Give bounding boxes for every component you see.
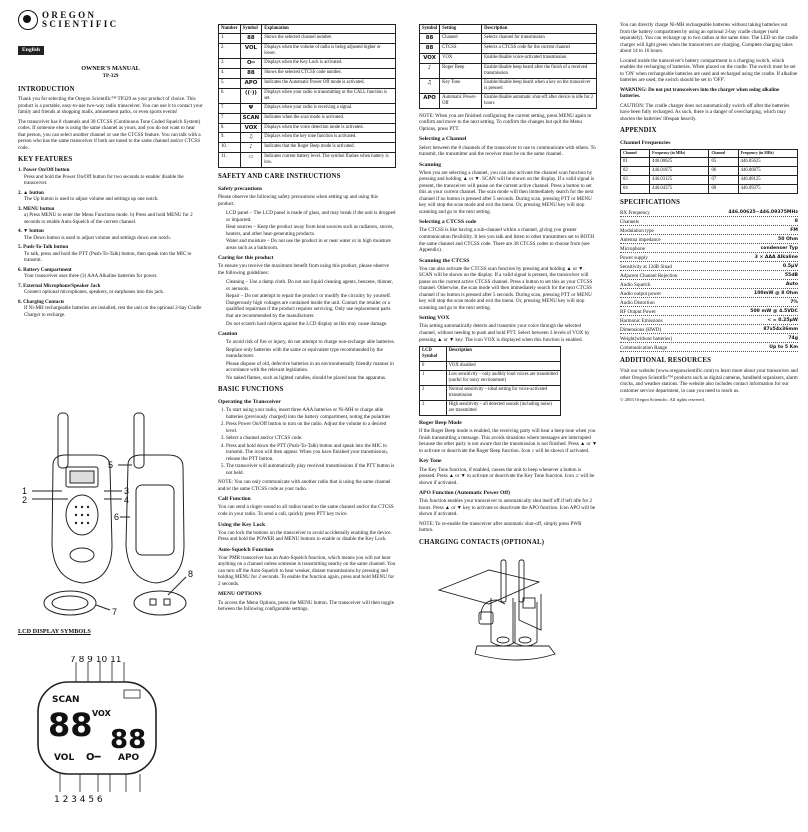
table-row [420, 386, 561, 401]
call-text: You can send a ringer sound to all radios tuned to the same channel and/or the CTCSS code in your radio. To send a call, quickly press PTT key twice. [218, 504, 394, 517]
table-cell: 02 [621, 166, 650, 175]
table-row [420, 371, 561, 386]
lcd-title: LCD DISPLAY SYMBOLS [18, 628, 91, 635]
table-cell: Enable/disable beep heard after the finish of a received transmission [482, 63, 597, 78]
feature-desc: Your transceiver uses three (3) AAA Alkaline batteries for power. [24, 273, 158, 280]
lcd-vox-label: VOX [92, 709, 111, 718]
spec-label: Communication Range [620, 344, 668, 351]
spec-value: 50 Ohm [778, 236, 798, 242]
roger-beep-icon: ♪ [420, 63, 440, 78]
table-cell: 07 [709, 175, 738, 184]
settings-table [419, 24, 597, 109]
select-ctcss-text: The CTCSS is like having a sub-channel within a channel, giving you greater communication flexibility. It lets you talk and listen to other transmitters set to BOTH the same channel and CTCSS code. There are 38 CTCSS codes to choose from (see Appendix). [419, 227, 595, 254]
table-cell: 6. [219, 88, 241, 103]
table-row [420, 43, 597, 53]
figure-label-5: 5 [108, 460, 114, 470]
table-row [219, 58, 396, 68]
table-header-row [420, 25, 597, 34]
table-row [219, 123, 396, 133]
feature-title: 5. Push-To-Talk button [18, 244, 69, 251]
symbol-cell: VOX [420, 53, 440, 63]
table-header: Description [482, 25, 597, 34]
table-header: Symbol [240, 25, 262, 34]
list-item [18, 190, 203, 203]
precautions-list [218, 210, 396, 251]
key-features-list [18, 167, 203, 318]
table-cell: Selects channel for transmission [482, 34, 597, 44]
table-cell: CTCSS [440, 43, 482, 53]
feature-desc: The Down button is used to adjust volume and settings down one notch. [24, 234, 171, 241]
copyright: © 2003 Oregon Scientific. All rights reserved. [620, 397, 705, 403]
spec-value: < = 0.25µW [767, 317, 798, 323]
apo-heading: APO Function (Automatic Power Off) [419, 490, 510, 497]
column-2 [218, 22, 396, 824]
spec-value: 7% [790, 299, 798, 305]
scanning-text: When you are selecting a channel, you can also activate the channel scan function by pressing and holding ▲ or ▼. SCAN will be shown on the display. If a valid signal is present, the transceiver will pause on the current active channel. Press a button to set this as your current channel. The scan mode will then immediately search for the next channel if no button is pressed after 5 seconds. During scan, pressing PTT or MENU key will stop the scan mode and exit the menu. Or, pressing MENU key will stop scanning and go to the next setting. [419, 169, 595, 215]
list-item: • LCD panel – The LCD panel is made of glass, and may break if the unit is dropped or impacted. [226, 210, 396, 223]
table-header: Frequency (in MHz) [738, 150, 797, 158]
spec-value: 55dB [784, 272, 798, 278]
spec-row [620, 246, 798, 254]
table-header: Description [446, 347, 561, 362]
table-cell: 3. [219, 58, 241, 68]
apo-text: This function enables your transceiver to automatically shut itself off if left idle for 2 hours. Press ▲ or ▼ key to activate or deactivate the APO function. Icon APO will be shown if activated. [419, 498, 596, 518]
table-header-row [420, 347, 561, 362]
resources-heading: ADDITIONAL RESOURCES [620, 357, 712, 365]
table-cell: Indicates the Automatic Power Off mode is activated. [262, 78, 396, 88]
intro-heading: INTRODUCTION [18, 85, 75, 93]
spec-row [620, 300, 798, 308]
symbol-cell: APO [240, 78, 262, 88]
select-channel-heading: Selecting a Channel [419, 136, 467, 143]
table-cell: 11. [219, 153, 241, 168]
lcd-display-figure [30, 656, 180, 806]
table-cell: 5. [219, 78, 241, 88]
squelch-heading: Auto-Squelch Function [218, 546, 274, 553]
spec-label: Microphone [620, 245, 645, 252]
feature-desc: a) Press MENU to enter the Menu Functions mode. b) Press and hold MENU for 2 seconds to enable Auto-Squelch of the current channel. [24, 212, 193, 225]
list-item [18, 299, 203, 319]
key-lock-icon: O━ [240, 58, 262, 68]
spec-row [620, 219, 798, 227]
symbol-cell: 88 [420, 34, 440, 44]
scanning-heading: Scanning [419, 161, 442, 168]
table-row [621, 175, 798, 184]
table-header: Channel [621, 150, 650, 158]
keylock-heading: Using the Key Lock [218, 521, 266, 528]
caution-heading: Caution [218, 331, 238, 338]
squelch-text: Your PMR transceiver has an Auto-Squelch function, which means you will not hear anything on a channel unless someone is transmitting nearby on the same channel. You can turn off the Auto-Squelch to hear weaker, distant transmissions by pressing and holding MENU for 2 seconds. To enable the function again, press and hold MENU for 2 seconds. [218, 554, 396, 587]
list-item: 1. To start using your radio, insert three AAA batteries or Ni-MH re charge able batteries (previously charged) into the battery compartment, noting the polarities [226, 407, 396, 420]
table-header: Symbol [420, 25, 440, 34]
safety-heading: SAFETY AND CARE INSTRUCTIONS [218, 173, 341, 181]
list-item: • Repair – Do not attempt to repair the product or modify the circuitry by yourself. Dangerously high voltages are contained inside the unit. Contact the retailer or a qualified repairman if the product requires servicing. Only use replacement parts that are recommended by the manufacturer. [226, 293, 396, 319]
list-item: • To avoid risk of fire or injury, do not attempt to charge non-recharge able batteries. [226, 339, 396, 346]
lcd-vol-label: VOL [54, 753, 75, 763]
table-cell: 446.08125 [738, 175, 797, 184]
key-tone-text: The Key Tone function, if enabled, causes the unit to beep whenever a button is pressed. Press ▲ or ▼ to activate or deactivate the Key Tone function. Icon ♫ will be shown if activated. [419, 466, 595, 486]
table-header: Frequency (in MHz) [650, 150, 709, 158]
scan-ctcss-text: You can also activate the CTCSS scan function by pressing and holding ▲ or ▼. SCAN will be shown on the display. If a valid signal is present, the transceiver will pause on the current active CTCSS channel. Press a button to set this as your CTCSS channel. Otherwise, the scan mode will then immediately search for the next CTCSS channel if no button is pressed after 5 seconds. During scan, pressing PTT or MENU key will stop the scan mode and exit the menu. Or, pressing MENU key will stop scanning and go to the next setting. [419, 265, 593, 311]
spec-label: Weight(without batteries) [620, 335, 673, 342]
table-cell: Channel [440, 34, 482, 44]
feature-title: 8. Charging Contacts [18, 298, 65, 305]
list-item [18, 228, 203, 241]
feature-title: 2. ▲ button [18, 189, 44, 196]
menu-options-heading: MENU OPTIONS [218, 591, 262, 598]
transmit-icon: ((·)) [240, 88, 262, 103]
list-item: 5. The transceiver will automatically play received transmissions if the PTT button is not held. [226, 463, 396, 476]
table-cell: 7. [219, 113, 241, 123]
table-cell: Enable/disable beep heard when a key on the transceiver is pressed [482, 78, 597, 93]
spec-label: Channels [620, 218, 639, 225]
symbol-cell: VOL [240, 43, 262, 58]
list-item: • No naked flames, such as lighted candles, should be placed near the apparatus. [226, 375, 396, 382]
table-cell: 1 [420, 371, 447, 386]
table-cell: 1. [219, 34, 241, 44]
figure-label-8: 8 [188, 569, 194, 579]
list-item [18, 167, 203, 187]
table-row [621, 157, 798, 166]
table-cell: 7. [219, 103, 241, 113]
key-features-heading: KEY FEATURES [18, 156, 73, 164]
lcd-channel-digits: 88 [48, 706, 93, 744]
table-cell: High sensitivity – all detected sounds (including noise) are transmitted [446, 401, 561, 416]
keylock-text: You can lock the buttons on the transceiver to avoid accidentally enabling the device. Press and hold the POWER and MENU buttons to enable or disable the Key Lock. [218, 529, 392, 543]
language-tab: English [18, 46, 44, 55]
basic-note: NOTE: You can only communicate with another radio that is using the same channel and/or the same CTCSS code as your radio. [218, 479, 391, 492]
figure-label-6: 6 [114, 512, 120, 522]
table-cell: Shows the selected channel number. [262, 34, 396, 44]
table-cell: Roger Beep [440, 63, 482, 78]
specifications-heading: SPECIFICATIONS [620, 198, 681, 206]
table-row [621, 166, 798, 175]
precautions-heading: Safety precautions [218, 185, 263, 192]
key-tone-heading: Key Tone [419, 458, 442, 465]
intro-paragraph-1: Thank you for selecting the Oregon Scientific™ TP329 as your product of choice. This product is a portable, easy-to-use two-way radio transceiver. You can use it to contact your family and friends at shopping malls, amusement parks, or even sports events! [18, 96, 203, 116]
spec-label: Adjacent Channel Rejection [620, 272, 678, 279]
owners-manual-title: OWNER'S MANUAL [81, 65, 140, 73]
spec-label: RX Frequency [620, 209, 650, 216]
vox-heading: Setting VOX [419, 315, 450, 322]
spec-row [620, 291, 798, 299]
spec-label: Audio Squelch [620, 281, 651, 288]
spec-label: Harmonic Emissions [620, 317, 663, 324]
spec-row [620, 273, 798, 281]
symbol-cell: APO [420, 93, 440, 108]
table-row [420, 78, 597, 93]
list-item [18, 283, 203, 296]
charging-paragraph-1: You can directly charge Ni-MH rechargeable batteries without taking batteries out from the battery compartment by using an optional 2-bay cradle charger (sold separately). You can recharge up to two radios at the same time. The LED on the cradle charger will light green when the transceivers are charging. Complete charging takes about 14 to 16 hours. [620, 22, 798, 55]
lcd-ctcss-digits: 88 [110, 725, 147, 755]
figure-label-3: 3 [124, 486, 130, 496]
table-cell: Indicates current battery level. The symbol flashes when battery is low. [262, 153, 396, 168]
table-cell: Displays when your radio is receiving a signal. [262, 103, 396, 113]
table-cell: 446.03125 [650, 175, 709, 184]
feature-title: 7. External Microphone/Speaker Jack [18, 282, 101, 289]
spec-row [620, 282, 798, 290]
list-item [18, 244, 203, 264]
feature-desc: To talk, press and hold the PTT (Push-To-Talk) button, then speak into the MIC to transmit. [24, 250, 192, 264]
table-cell: Enable/disable automatic shut-off after device is idle for 2 hours [482, 93, 597, 108]
table-cell: Displays when your radio is transmitting or the CALL function is set. [262, 88, 396, 103]
symbol-cell: 88 [240, 68, 262, 78]
appendix-heading: APPENDIX [620, 127, 657, 135]
spec-value: Auto [785, 281, 798, 287]
figure-label-2: 2 [22, 495, 28, 505]
list-item [18, 267, 203, 280]
table-cell: 06 [709, 166, 738, 175]
spec-label: Audio Distortion [620, 299, 655, 306]
table-cell: VOX [440, 53, 482, 63]
table-row [420, 63, 597, 78]
table-cell: 446.09375 [738, 184, 797, 193]
table-cell: 446.00625 [650, 157, 709, 166]
table-cell: 2 [420, 386, 447, 401]
spec-label: Sensitivity at 12dB Sinad [620, 263, 672, 270]
list-item: • Please dispose of old, defective batteries in an environmentally friendly manner in accordance with the relevant legislation. [226, 361, 396, 374]
spec-value: 446.00625~446.09375MHz [728, 209, 798, 215]
table-cell: 0 [420, 362, 447, 371]
table-cell: 03 [621, 175, 650, 184]
frequency-table [620, 149, 798, 194]
table-header-row [621, 150, 798, 158]
frequencies-heading: Channel Frequencies [620, 139, 671, 146]
table-cell: Shows the selected CTCSS code number. [262, 68, 396, 78]
battery-icon: ▭ [240, 153, 262, 168]
table-cell: 446.04375 [650, 184, 709, 193]
brand-line-1: OREGON [42, 10, 97, 20]
lcd-symbol-table [218, 24, 396, 168]
caring-heading: Caring for this product [218, 255, 274, 262]
table-cell: VOX disabled [446, 362, 561, 371]
model-number: TP-329 [102, 73, 119, 80]
caring-list [218, 279, 396, 327]
spec-value: FM [790, 227, 798, 233]
spec-row [620, 309, 798, 317]
feature-desc: Press and hold the Power On/Off button for two seconds to enable/ disable the transceiver. [24, 173, 184, 187]
list-item: 2. Press Power On/Off button to turn on the radio. Adjust the volume to a desired level. [226, 421, 396, 434]
spec-row [620, 237, 798, 245]
spec-row [620, 345, 798, 353]
table-cell: Low sensitivity – only audibly loud voices are transmitted (useful for noisy environment) [446, 371, 561, 386]
charging-cradle-illustration [419, 550, 597, 670]
radio-illustration [18, 405, 203, 620]
vox-table [419, 346, 561, 416]
table-cell: 9. [219, 133, 241, 143]
lcd-key-lock-icon: O━ [86, 752, 101, 763]
table-cell: 05 [709, 157, 738, 166]
table-cell: Displays when the key tone function is activated. [262, 133, 396, 143]
call-heading: Call Function [218, 496, 251, 503]
spec-label: RF Output Power [620, 308, 656, 315]
intro-paragraph-2: The transceiver has 8 channels and 38 CTCSS (Continuous Tone Coded Squelch System) codes. If someone else is using the same channel as yours, and you do not want to hear that person, you can select another channel or use the CTCSS feature. You can talk with a person who has the same transceiver if both are tuned to the same channel and/or CTCSS code. [18, 118, 201, 151]
table-cell: Indicates that the Roger Beep mode is activated. [262, 143, 396, 153]
select-channel-text: Select between the 8 channels of the transceiver to use to communicate with others. To transmit, the transmitter and the receiver must be on the same channel. [419, 144, 596, 158]
spec-row [620, 264, 798, 272]
table-cell: Displays when the voice detection mode is activated. [262, 123, 396, 133]
charging-warning: WARNING: Do not put transceivers into the charger when using alkaline batteries. [620, 86, 780, 100]
menu-note: NOTE: When you are finished configuring the current setting, press MENU again to confirm and move to the next setting. To confirm the changes but quit the Menu Options, press PTT. [419, 112, 592, 132]
table-header-row [219, 25, 396, 34]
brand-logo [18, 10, 203, 30]
spec-label: Audio output power [620, 290, 662, 297]
table-cell: Selects a CTCSS code for the current channel [482, 43, 597, 53]
table-cell: 10. [219, 143, 241, 153]
list-item: • Heat sources – Keep the product away from heat sources such as radiators, stoves, heaters, and other heat-generating products. [226, 224, 396, 237]
symbol-cell: 88 [420, 43, 440, 53]
table-row [219, 133, 396, 143]
roger-beep-text: If the Roger Beep mode is enabled, the receiving party will hear a beep tone when you finish transmitting a message. This avoids situations where messages are interrupted because the other party is not aware that the transmission is not finished. Press ▲ or ▼ to activate or deactivate the Roger Beep function. Icon ♪ will be shown if activated. [419, 428, 597, 454]
spec-label: Antenna impedance [620, 236, 661, 243]
feature-desc: Connect optional microphones, speakers, or earphones into this jack. [24, 289, 165, 296]
table-row [219, 103, 396, 113]
table-cell: 4. [219, 68, 241, 78]
table-row [420, 34, 597, 44]
list-item [18, 206, 203, 226]
spec-value: 87x54x36mm [763, 326, 798, 332]
figure-label-4: 4 [124, 495, 130, 505]
table-row [420, 362, 561, 371]
table-row [219, 153, 396, 168]
list-item: • Do not scratch hard objects against the LCD display as this may cause damage. [226, 321, 396, 328]
spec-value: 500 mW @ 4.5VDC [750, 308, 798, 314]
spec-value: condenser Typ [760, 245, 798, 251]
roger-beep-icon: ♪ [240, 143, 262, 153]
menu-options-text: To access the Menu Options, press the MENU button. The transceiver will then toggle between the following configurable settings. [218, 599, 394, 613]
feature-title: 6. Battery Compartment [18, 266, 72, 273]
spec-value: 3 × AAA Alkaline [754, 254, 798, 260]
caution-list [218, 339, 396, 381]
charging-paragraph-2: Located inside the transceiver's battery compartment is a charging switch, which enables the recharging of batteries. When placed on the cradle. The switch must be set to 'ON' when rechargeable batteries are used and recharged using the cradle. If alkaline batteries are used, the switch should be set to 'OFF'. [620, 57, 798, 84]
table-cell: 8. [219, 123, 241, 133]
table-cell: Indicates when the scan mode is activated. [262, 113, 396, 123]
symbol-cell: SCAN [240, 113, 262, 123]
roger-beep-heading: Roger Beep Mode [419, 420, 462, 427]
basic-functions-heading: BASIC FUNCTIONS [218, 386, 284, 394]
table-row [219, 88, 396, 103]
charging-heading: CHARGING CONTACTS (OPTIONAL) [419, 538, 545, 546]
spec-value: 100mW @ 8 Ohm [754, 290, 798, 296]
table-cell: Enable/disable voice-activated transmission [482, 53, 597, 63]
precautions-intro: Please observe the following safety precautions when setting up and using this product. [218, 194, 378, 207]
key-tone-icon: ♫ [240, 133, 262, 143]
key-tone-icon: ♫ [420, 78, 440, 93]
spec-label: Power supply [620, 254, 648, 261]
table-cell: Normal sensitivity – ideal setting for voice-activated transmission [446, 386, 561, 401]
feature-title: 1. Power On/Off button [18, 167, 70, 174]
list-item: 3. Select a channel and/or CTCSS code. [226, 435, 396, 442]
table-header: Explanation [262, 25, 396, 34]
table-cell: Displays when the Key Lock is activated. [262, 58, 396, 68]
table-row [219, 43, 396, 58]
lcd-apo-label: APO [118, 753, 140, 763]
feature-title: 4. ▼ button [18, 228, 44, 235]
table-cell: 01 [621, 157, 650, 166]
spec-row [620, 228, 798, 236]
list-item: • Replace only batteries with the same or equivalent type recommended by the manufacturer. [226, 347, 396, 360]
table-cell: 2. [219, 43, 241, 58]
list-item: • Cleaning – Use a damp cloth. Do not use liquid cleaning agents, benzene, thinner, or aerosols. [226, 279, 396, 292]
spec-row [620, 336, 798, 344]
feature-desc: If Ni-MH rechargeable batteries are installed, rest the unit on the optional 2-bay Cradle Charger to recharge. [24, 305, 202, 318]
globe-logo-icon [18, 10, 38, 30]
spec-label: Modulation type [620, 227, 654, 234]
spec-row [620, 327, 798, 335]
table-cell: Automatic Power-Off [440, 93, 482, 108]
table-header: Setting [440, 25, 482, 34]
select-ctcss-heading: Selecting a CTCSS code [419, 219, 477, 226]
table-row [420, 93, 597, 108]
column-3 [419, 22, 597, 824]
symbol-cell: VOX [240, 123, 262, 133]
operating-steps [218, 407, 396, 476]
table-cell: 446.06875 [738, 166, 797, 175]
lcd-top-numbers: 7 8 9 10 11 [70, 656, 122, 665]
list-item: 4. Press and hold down the PTT (Push-To-Talk) button and speak into the MIC to transmit. The icon will then appear. When you have finished your transmission, release the PTT button. [226, 443, 396, 463]
charging-caution: CAUTION: The cradle charger does not automatically switch off after the batteries have been fully recharged. As such, there is a danger of overcharging, which may shorten the batteries' lifespan heavily. [620, 102, 790, 122]
table-row [219, 113, 396, 123]
feature-title: 3. MENU button [18, 205, 55, 212]
lcd-bottom-numbers: 1 2 3 4 5 6 [54, 795, 103, 805]
table-header: LCD Symbol [420, 347, 447, 362]
spec-row [620, 210, 798, 218]
table-cell: Key Tone [440, 78, 482, 93]
lcd-scan-label: SCAN [52, 695, 80, 705]
table-row [420, 53, 597, 63]
scan-ctcss-heading: Scanning the CTCSS [419, 257, 470, 264]
spec-value: 0.5µV [782, 263, 798, 269]
column-4 [620, 22, 798, 824]
table-cell: 3 [420, 401, 447, 416]
table-header: Channel [709, 150, 738, 158]
spec-value: Up to 5 Km [769, 344, 798, 350]
receive-icon: Ψ [240, 103, 262, 113]
figure-label-1: 1 [22, 486, 28, 496]
table-row [219, 34, 396, 44]
spec-label: Dimensions (HWD) [620, 326, 662, 333]
list-item: • Water and moisture – Do not use the product in or near water or in high moisture areas such as a bathroom. [226, 238, 396, 251]
table-row [219, 68, 396, 78]
table-cell: 04 [621, 184, 650, 193]
spec-value: 8 [794, 218, 798, 224]
table-cell: 446.05625 [738, 157, 797, 166]
specifications-list [620, 210, 798, 353]
table-row [219, 78, 396, 88]
figure-label-7: 7 [112, 607, 118, 617]
table-cell: 08 [709, 184, 738, 193]
operating-heading: Operating the Transceiver [218, 398, 281, 405]
table-header: Number [219, 25, 241, 34]
spec-row [620, 318, 798, 326]
apo-note: NOTE: To re-enable the transceiver after automatic shut-off, simply press PWR button. [419, 520, 582, 534]
brand-line-2: SCIENTIFIC [42, 19, 119, 29]
spec-row [620, 255, 798, 263]
feature-desc: The Up button is used to adjust volume and settings up one notch. [24, 196, 159, 203]
spec-value: 74g [788, 335, 798, 341]
table-row [420, 401, 561, 416]
vox-text: This setting automatically detects and transmits your voice through the selected channel, without needing to push and hold PTT. Select between 3 levels of VOX by pressing ▲ or ▼ key. The icon VOX is displayed when this function is enabled. [419, 323, 590, 343]
table-row [621, 184, 798, 193]
symbol-cell: 88 [240, 34, 262, 44]
caring-intro: To ensure you receive the maximum benefit from using this product, please observe the following guidelines: [218, 263, 389, 276]
table-row [219, 143, 396, 153]
resources-text: Visit our website (www.oregonscientific.com) to learn more about your transceiver and other Oregon Scientific™ products such as digital cameras, handheld organizers, alarm clocks, and weather stations. The website also includes contact information for our customer service department, in case you need to reach us. [620, 368, 798, 394]
table-cell: 446.01875 [650, 166, 709, 175]
table-cell: Displays when the volume of radio is being adjusted higher or lower. [262, 43, 396, 58]
